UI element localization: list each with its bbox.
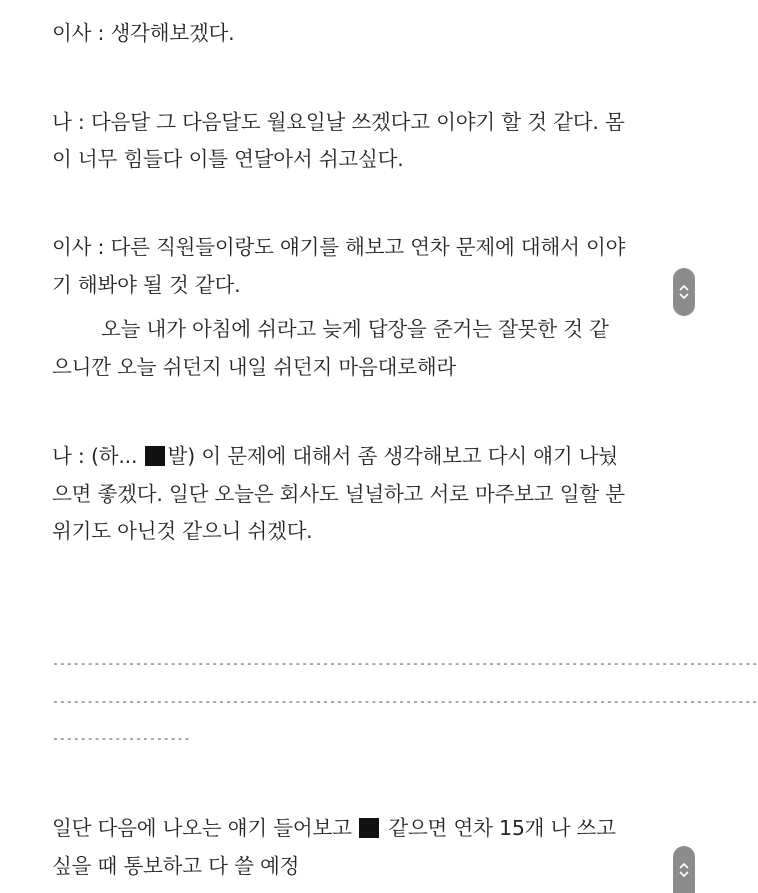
text-line: 으면 좋겠다. 일단 오늘은 회사도 널널하고 서로 마주보고 일할 분: [52, 482, 625, 506]
text-line: [52, 443, 618, 469]
text-line: 으니깐 오늘 쉬던지 내일 쉬던지 마음대로해라: [52, 355, 457, 379]
text-segment: 발) 이 문제에 대해서 좀 생각해보고 다시 얘기 나눴: [167, 444, 618, 468]
text-line: 위기도 아닌것 같으니 쉬겠다.: [52, 519, 313, 543]
text-line: 이 너무 힘들다 이틀 연달아서 쉬고싶다.: [52, 147, 404, 171]
text-segment: 일단 다음에 나오는 얘기 들어보고: [52, 816, 359, 840]
chevron-up-icon: [679, 284, 689, 291]
chevron-down-icon: [679, 871, 689, 878]
text-segment: 나 : (하...: [52, 444, 144, 468]
text-segment: 같으면 연차 15개 나 쓰고: [382, 816, 616, 840]
text-line: 나 : 다음달 그 다음달도 월요일날 쓰겠다고 이야기 할 것 같다. 몸: [52, 110, 625, 134]
text-line: 싶을 때 통보하고 다 쓸 예정: [52, 854, 300, 878]
text-line: [52, 815, 616, 841]
separator-line: --------------------: [52, 731, 191, 745]
text-line: 기 해봐야 될 것 같다.: [52, 273, 241, 297]
text-line: 이사 : 다른 직원들이랑도 얘기를 해보고 연차 문제에 대해서 이야: [52, 235, 626, 259]
text-line: 이사 : 생각해보겠다.: [52, 21, 235, 45]
chevron-up-icon: [679, 862, 689, 869]
separator-line: ------------------------------------------------------------------------------------------------------: [52, 694, 758, 708]
scroll-handle-icon[interactable]: [673, 846, 695, 893]
separator-line: ------------------------------------------------------------------------------------------------------: [52, 656, 758, 670]
redaction-block: [145, 446, 165, 466]
redaction-block: [359, 818, 379, 838]
chevron-down-icon: [679, 293, 689, 300]
scroll-handle-icon[interactable]: [673, 268, 695, 316]
text-line: 오늘 내가 아침에 쉬라고 늦게 답장을 준거는 잘못한 것 같: [101, 317, 609, 341]
